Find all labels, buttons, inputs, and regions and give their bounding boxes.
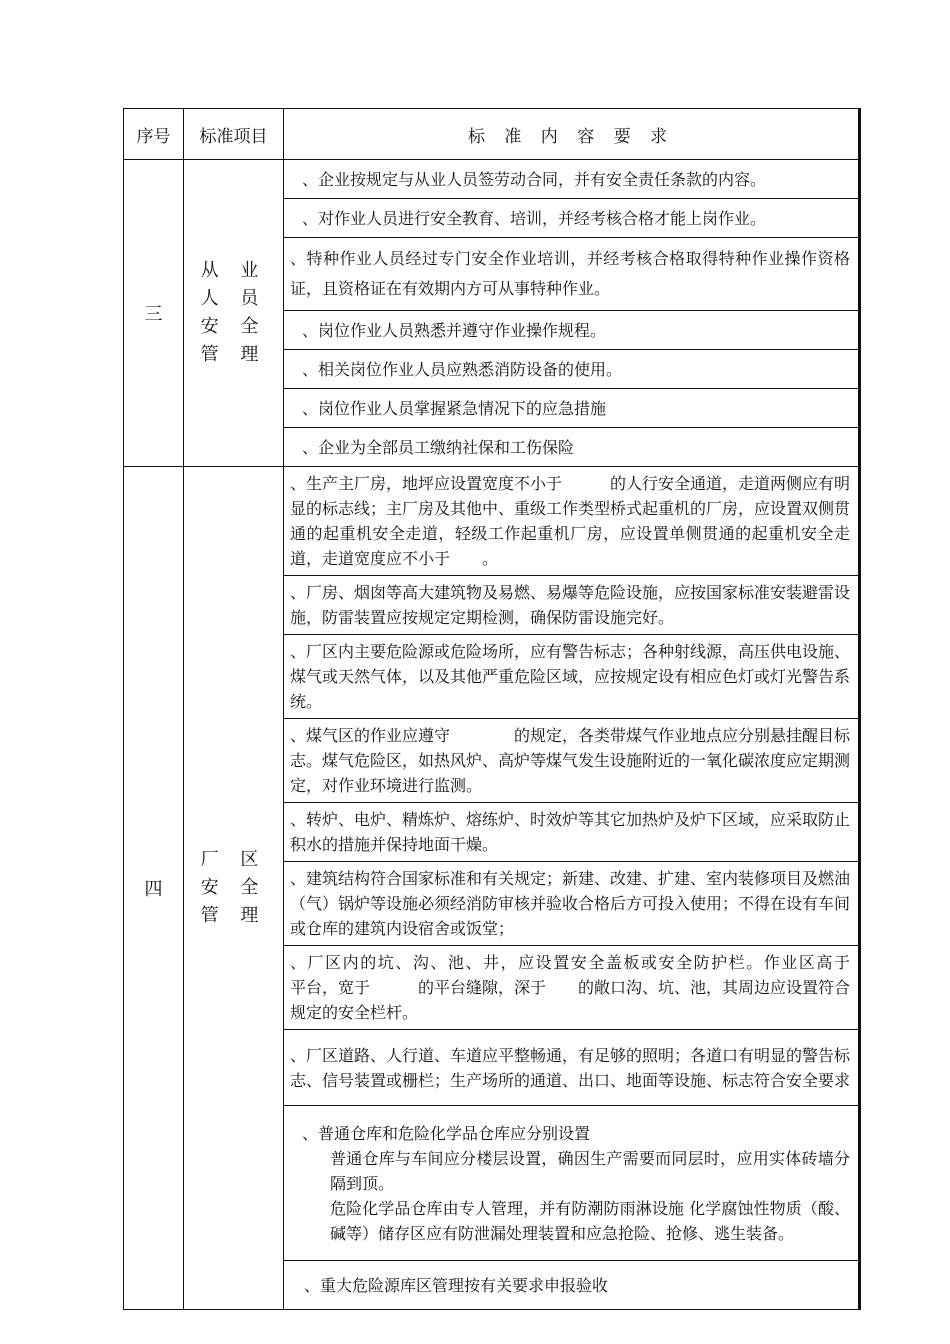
warehouse-lead: 、普通仓库和危险化学品仓库应分别设置 (302, 1123, 591, 1143)
table-row (124, 160, 860, 199)
section-item (184, 160, 284, 467)
section-item-line: 厂 区 (200, 849, 267, 870)
warehouse-requirement-cell (284, 1106, 860, 1261)
section-item-line: 安 全 (200, 877, 267, 898)
requirement-cell: 、厂房、烟囱等高大建筑物及易燃、易爆等危险设施，应按国家标准安装避雷设施，防雷装置应按规定定期检测，确保防雷设施完好。 (284, 576, 860, 635)
header-item: 标准项目 (184, 109, 284, 160)
requirement-cell: 、企业为全部员工缴纳社保和工伤保险 (284, 428, 860, 467)
warehouse-sub-item: 危险化学品仓库由专人管理，并有防潮防雨淋设施 化学腐蚀性物质（酸、碱等）储存区应有防泄漏处理装置和应急抢险、抢修、逃生装备。 (330, 1198, 850, 1243)
requirement-cell: 、相关岗位作业人员应熟悉消防设备的使用。 (284, 350, 860, 389)
section-seq: 三 (124, 160, 184, 467)
requirement-cell: 、岗位作业人员熟悉并遵守作业操作规程。 (284, 311, 860, 350)
section-item-line: 管 理 (200, 344, 267, 365)
header-seq: 序号 (124, 109, 184, 160)
requirement-cell: 、生产主厂房，地坪应设置宽度不小于 的人行安全通道，走道两侧应有明显的标志线；主厂房及其他中、重级工作类型桥式起重机的厂房，应设置双侧贯通的起重机安全走道，轻级工作起重机厂房，应设置单侧贯通的起重机安全走道，走道宽度应不小于 。 (284, 467, 860, 576)
requirement-cell: 、岗位作业人员掌握紧急情况下的应急措施 (284, 389, 860, 428)
section-item (184, 467, 284, 1310)
requirement-cell: 、重大危险源库区管理按有关要求申报验收 (284, 1261, 860, 1310)
requirement-cell: 、对作业人员进行安全教育、培训，并经考核合格才能上岗作业。 (284, 199, 860, 238)
requirement-cell: 、企业按规定与从业人员签劳动合同，并有安全责任条款的内容。 (284, 160, 860, 199)
requirement-cell: 、厂区内主要危险源或危险场所，应有警告标志；各种射线源，高压供电设施、煤气或天然气体，以及其他严重危险区域，应按规定设有相应色灯或灯光警告系统。 (284, 635, 860, 719)
header-content: 标 准 内 容 要 求 (284, 109, 860, 160)
warehouse-sub-item: 普通仓库与车间应分楼层设置，确因生产需要而同层时，应用实体砖墙分隔到顶。 (330, 1148, 850, 1193)
section-seq: 四 (124, 467, 184, 1310)
requirement-cell: 、厂区内的坑、沟、池、井，应设置安全盖板或安全防护栏。作业区高于 平台，宽于 的平台缝隙，深于 的敞口沟、坑、池，其周边应设置符合 规定的安全栏杆。 (284, 946, 860, 1030)
section-item-line: 安 全 (200, 316, 267, 337)
section-item-line: 管 理 (200, 905, 267, 926)
requirement-cell: 、建筑结构符合国家标准和有关规定；新建、改建、扩建、室内装修项目及燃油（气）锅炉等设施必须经消防审核并验收合格后方可投入使用；不得在设有车间或仓库的建筑内设宿舍或饭堂； (284, 862, 860, 946)
section-item-line: 人 员 (200, 288, 267, 309)
requirement-cell: 、特种作业人员经过专门安全作业培训，并经考核合格取得特种作业操作资格证，且资格证在有效期内方可从事特种作业。 (284, 238, 860, 311)
table-header-row (124, 109, 860, 160)
standards-table (123, 108, 915, 1310)
requirement-cell: 、煤气区的作业应遵守 的规定，各类带煤气作业地点应分别悬挂醒目标志。煤气危险区，如热风炉、高炉等煤气发生设施附近的一氧化碳浓度应定期测定，对作业环境进行监测。 (284, 719, 860, 803)
section-item-line: 从 业 (200, 260, 267, 281)
requirement-cell: 、转炉、电炉、精炼炉、熔练炉、时效炉等其它加热炉及炉下区域，应采取防止积水的措施并保持地面干燥。 (284, 803, 860, 862)
table-row (124, 467, 860, 576)
requirement-cell: 、厂区道路、人行道、车道应平整畅通，有足够的照明；各道口有明显的警告标志、信号装置或栅栏；生产场所的通道、出口、地面等设施、标志符合安全要求 (284, 1030, 860, 1106)
